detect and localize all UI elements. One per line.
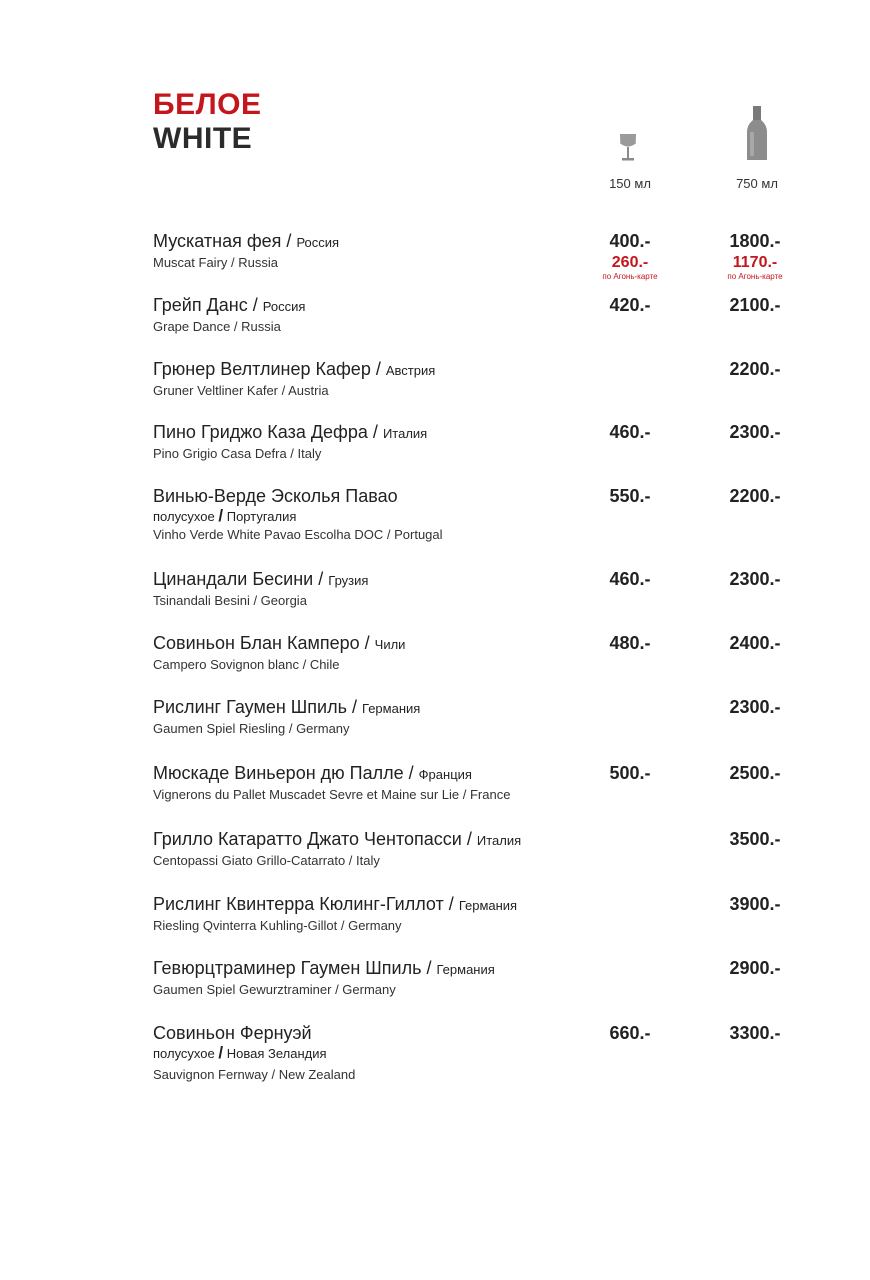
wine-subtype: полусухое <box>153 509 215 524</box>
wine-name: Грейп Данс <box>153 295 248 315</box>
wine-name: Мускатная фея <box>153 231 282 251</box>
wine-country: Чили <box>374 637 406 652</box>
bottle-price: 3900.- <box>729 894 781 914</box>
wine-name-en: Campero Sovignon blanc / Chile <box>153 657 340 672</box>
wine-name-line: Мюскаде Виньерон дю Палле / Франция <box>153 763 472 783</box>
wine-name: Винью-Верде Эсколья Павао <box>153 486 398 506</box>
wine-name-en: Sauvignon Fernway / New Zealand <box>153 1067 356 1082</box>
wine-country: Австрия <box>385 363 436 378</box>
wine-name-en: Grape Dance / Russia <box>153 319 281 334</box>
wine-country: Германия <box>362 701 421 716</box>
wine-subtype: полусухое <box>153 1046 215 1061</box>
wine-name-line: Грейп Данс / Россия <box>153 295 306 315</box>
wine-name-en: Gaumen Spiel Riesling / Germany <box>153 721 350 736</box>
wine-country: Германия <box>436 962 495 977</box>
wine-country: Россия <box>296 235 340 250</box>
wine-name: Мюскаде Виньерон дю Палле <box>153 763 404 783</box>
wine-name-en: Muscat Fairy / Russia <box>153 255 278 270</box>
bottle-price: 3300.- <box>729 1023 781 1043</box>
wine-name-line: Грюнер Велтлинер Кафер / Австрия <box>153 359 436 379</box>
wine-name: Грилло Катаратто Джато Чентопасси <box>153 829 462 849</box>
glass-volume-label: 150 мл <box>609 176 651 191</box>
wine-bottle-icon <box>744 106 770 162</box>
wine-name-line: Пино Гриджо Каза Дефра / Италия <box>153 422 428 442</box>
glass-price: 460.- <box>609 569 651 589</box>
bottle-price: 2300.- <box>729 569 781 589</box>
glass-price: 500.- <box>609 763 651 783</box>
wine-glass-icon <box>617 132 639 162</box>
wine-name: Совиньон Фернуэй <box>153 1023 312 1043</box>
bottle-promo-price: 1170.- <box>732 254 778 271</box>
section-title-ru: БЕЛОЕ <box>153 88 262 121</box>
wine-country: Италия <box>476 833 522 848</box>
bottle-price: 2500.- <box>729 763 781 783</box>
wine-name-en: Riesling Qvinterra Kuhling-Gillot / Germany <box>153 918 402 933</box>
bottle-price: 2900.- <box>729 958 781 978</box>
glass-price: 480.- <box>609 633 651 653</box>
bottle-price: 2300.- <box>729 697 781 717</box>
wine-name-line: Мускатная фея / Россия <box>153 231 340 251</box>
wine-name-line: Цинандали Бесини / Грузия <box>153 569 369 589</box>
wine-name-en: Vignerons du Pallet Muscadet Sevre et Maine sur Lie / France <box>153 787 511 802</box>
bottle-price: 2100.- <box>729 295 781 315</box>
glass-price: 550.- <box>609 486 651 506</box>
wine-name-en: Gruner Veltliner Kafer / Austria <box>153 383 329 398</box>
wine-country: Германия <box>458 898 518 913</box>
wine-name: Рислинг Гаумен Шпиль <box>153 697 347 717</box>
bottle-price: 2400.- <box>729 633 781 653</box>
wine-name-line: Рислинг Квинтерра Кюлинг-Гиллот / Германия <box>153 894 518 914</box>
wine-subtype-line: полусухое / Новая Зеландия <box>153 1043 327 1062</box>
wine-name-en: Pino Grigio Casa Defra / Italy <box>153 446 322 461</box>
glass-promo-note: по Агонь-карте <box>602 272 658 281</box>
glass-promo <box>575 254 685 281</box>
wine-name-en: Centopassi Giato Grillo-Catarrato / Italy <box>153 853 380 868</box>
glass-price: 420.- <box>609 295 651 315</box>
wine-country: Новая Зеландия <box>226 1046 327 1061</box>
bottle-price: 1800.- <box>729 231 781 251</box>
wine-name-line: Гевюрцтраминер Гаумен Шпиль / Германия <box>153 958 495 978</box>
wine-name-en: Tsinandali Besini / Georgia <box>153 593 307 608</box>
bottle-price: 3500.- <box>729 829 781 849</box>
wine-country: Грузия <box>328 573 369 588</box>
wine-name: Пино Гриджо Каза Дефра <box>153 422 368 442</box>
wine-name-line: Рислинг Гаумен Шпиль / Германия <box>153 697 421 717</box>
wine-country: Португалия <box>226 509 297 524</box>
wine-name-line: Совиньон Блан Камперо / Чили <box>153 633 406 653</box>
wine-name: Совиньон Блан Камперо <box>153 633 360 653</box>
wine-name: Цинандали Бесини <box>153 569 314 589</box>
wine-name: Гевюрцтраминер Гаумен Шпиль <box>153 958 422 978</box>
wine-country: Россия <box>262 299 306 314</box>
bottle-volume-label: 750 мл <box>736 176 778 191</box>
wine-name-en: Vinho Verde White Pavao Escolha DOC / Portugal <box>153 527 443 542</box>
glass-price: 460.- <box>609 422 651 442</box>
wine-name-line: Грилло Катаратто Джато Чентопасси / Италия <box>153 829 522 849</box>
section-header <box>153 88 261 156</box>
wine-name-en: Gaumen Spiel Gewurztraminer / Germany <box>153 982 396 997</box>
wine-name: Грюнер Велтлинер Кафер <box>153 359 371 379</box>
glass-price: 400.- <box>609 231 651 251</box>
section-title-en: WHITE <box>153 122 253 155</box>
wine-country: Франция <box>418 767 472 782</box>
wine-name: Рислинг Квинтерра Кюлинг-Гиллот <box>153 894 444 914</box>
glass-promo-price: 260.- <box>611 254 649 271</box>
bottle-price: 2200.- <box>729 486 781 506</box>
bottle-price: 2300.- <box>729 422 781 442</box>
wine-subtype-line: полусухое / Португалия <box>153 506 297 525</box>
bottle-promo-note: по Агонь-карте <box>727 272 783 281</box>
bottle-promo <box>700 254 810 281</box>
wine-country: Италия <box>382 426 428 441</box>
bottle-price: 2200.- <box>729 359 781 379</box>
glass-price: 660.- <box>609 1023 651 1043</box>
